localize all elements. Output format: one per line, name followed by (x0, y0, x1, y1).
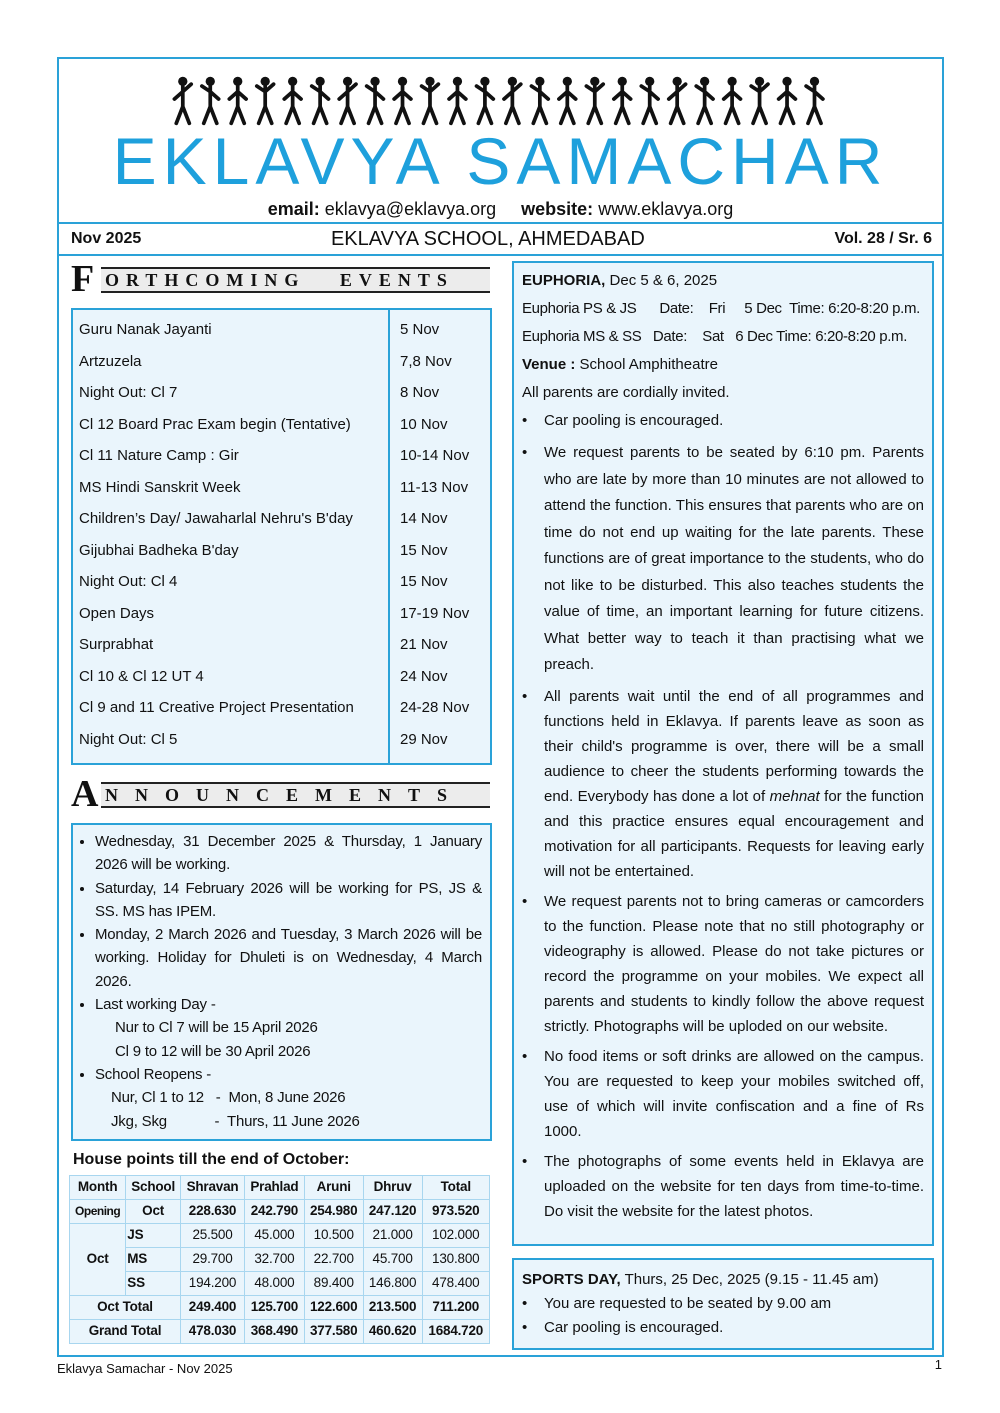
contact-line (59, 199, 942, 219)
sports-detail: Thurs, 25 Dec, 2025 (9.15 - 11.45 am) (624, 1271, 879, 1288)
table-row (70, 1271, 490, 1295)
event-date: 11-13 Nov (400, 478, 469, 496)
masthead (59, 59, 942, 224)
stick-figure-icon (174, 77, 191, 124)
announcement-subline: Nur, Cl 1 to 12 - Mon, 8 June 2026 (111, 1089, 346, 1107)
column-header: Total (422, 1175, 489, 1199)
cell: 711.200 (422, 1295, 489, 1319)
cell: 194.200 (180, 1271, 244, 1295)
cell: SS (126, 1271, 181, 1295)
cell: Oct Total (70, 1295, 181, 1319)
cell: MS (126, 1247, 181, 1271)
event-name: Cl 11 Nature Camp : Gir (79, 447, 239, 464)
event-name: Cl 10 & Cl 12 UT 4 (79, 667, 204, 685)
venue-line (522, 351, 924, 379)
stick-figure-icon (614, 77, 631, 124)
stick-figure-icon (751, 77, 768, 124)
sports-figures-illustration (149, 73, 859, 127)
event-date: 8 Nov (400, 384, 440, 401)
stick-figure-icon (394, 77, 411, 124)
announcement-item (95, 993, 482, 1063)
schedule-line: Euphoria MS & SS Date: Sat 6 Dec Time: 6:20-8:20 p.m. (522, 328, 908, 345)
cell: 48.000 (245, 1271, 305, 1295)
house-points-table (69, 1175, 490, 1344)
event-name: Night Out: Cl 7 (79, 384, 178, 401)
column-header: Aruni (304, 1175, 363, 1199)
announcement-text: School Reopens - (95, 1065, 212, 1083)
announcement-item: • Saturday, 14 February 2026 will be working for PS, JS & SS. MS has IPEM. (95, 877, 482, 924)
invite-text: All parents are cordially invited. (522, 384, 730, 401)
announcement-subline: Jkg, Skg - Thurs, 11 June 2026 (111, 1112, 360, 1130)
rule-text: for the function and this practice ensures equal encouragement and motivation for all participants. Requests for leaving early will not be entertained. (544, 787, 925, 880)
column-header: Month (70, 1175, 126, 1199)
table-row (70, 1223, 490, 1247)
stick-figure-icon (477, 77, 494, 124)
issue-date: Nov 2025 (71, 230, 142, 247)
volume-number: Vol. 28 / Sr. 6 (834, 230, 932, 247)
table-header-row (70, 1175, 490, 1199)
sports-title (522, 1268, 924, 1292)
website-label: website: (521, 199, 594, 219)
heading-text: ORTHCOMING EVENTS (101, 267, 490, 293)
cell: 122.600 (304, 1295, 363, 1319)
event-name: MS Hindi Sanskrit Week (79, 478, 241, 496)
stick-figure-icon (257, 77, 274, 124)
stick-figure-icon (367, 77, 384, 124)
rule-item (522, 684, 924, 884)
venue-label: Venue : (522, 356, 576, 373)
column-header: Shravan (180, 1175, 244, 1199)
cell: 89.400 (304, 1271, 363, 1295)
event-dates-column (390, 310, 490, 763)
footer-text: Eklavya Samachar - Nov 2025 (57, 1361, 233, 1376)
column-header: Dhruv (363, 1175, 422, 1199)
event-date: 24-28 Nov (400, 699, 470, 716)
event-name: Open Days (79, 604, 155, 622)
announcement-item: • Monday, 2 March 2026 and Tuesday, 3 March 2026 will be working. Holiday for Dhuleti is on Wednesday, 4 March 2026. (95, 923, 482, 993)
rule-item: • No food items or soft drinks are allowed on the campus. You are requested to keep your mobiles switched off, use of which will invite confiscation and a fine of Rs 1000. (522, 1044, 924, 1144)
cell: 125.700 (245, 1295, 305, 1319)
event-name: Night Out: Cl 4 (79, 573, 178, 590)
newsletter-title: EKLAVYA SAMACHAR (112, 124, 889, 198)
cell: 478.030 (180, 1319, 244, 1343)
newsletter-page (57, 57, 944, 1357)
column-header: School (126, 1175, 181, 1199)
venue: School Amphitheatre (579, 356, 718, 373)
left-column (67, 258, 492, 1344)
cell: 460.620 (363, 1319, 422, 1343)
cell: 130.800 (422, 1247, 489, 1271)
announcements-heading (67, 773, 492, 815)
school-name: EKLAVYA SCHOOL, AHMEDABAD (330, 227, 645, 250)
cell: JS (126, 1223, 181, 1247)
stick-figure-icon (422, 77, 439, 124)
sports-label: SPORTS DAY, (522, 1271, 621, 1288)
event-name: Children’s Day/ Jawaharlal Nehru's B'day (79, 510, 353, 527)
event-date: 17-19 Nov (400, 604, 470, 622)
event-name: Cl 9 and 11 Creative Project Presentation (79, 699, 354, 716)
announcement-item (95, 1063, 482, 1133)
cell: 254.980 (304, 1199, 363, 1223)
event-date: 5 Nov (400, 321, 440, 338)
stick-figure-icon (559, 77, 576, 124)
sports-list (522, 1292, 924, 1340)
stick-figure-icon (531, 77, 548, 124)
stick-figure-icon (312, 77, 329, 124)
event-date: 21 Nov (400, 636, 448, 653)
cell: Oct (126, 1199, 181, 1223)
cell: 10.500 (304, 1223, 363, 1247)
right-column (512, 261, 934, 1350)
announcements-list (71, 823, 492, 1141)
cell: 478.400 (422, 1271, 489, 1295)
cell: 102.000 (422, 1223, 489, 1247)
table-row (70, 1247, 490, 1271)
cell: 247.120 (363, 1199, 422, 1223)
website-link[interactable]: www.eklavya.org (598, 199, 734, 219)
stick-figure-icon (504, 77, 521, 124)
heading-initial: F (71, 258, 95, 300)
stick-figure-icon (229, 77, 246, 124)
cell: 29.700 (180, 1247, 244, 1271)
stick-figure-icon (586, 77, 603, 124)
rule-item: • The photographs of some events held in Eklavya are uploaded on the website for ten days from time-to-time. Do visit the website for the latest photos. (522, 1149, 924, 1224)
cell: 22.700 (304, 1247, 363, 1271)
announcement-subline: Nur to Cl 7 will be 15 April 2026 (115, 1019, 318, 1037)
euphoria-title (522, 267, 924, 295)
events-table (71, 308, 492, 765)
cell: 249.400 (180, 1295, 244, 1319)
event-date: 24 Nov (400, 667, 448, 685)
euphoria-dates: Dec 5 & 6, 2025 (609, 272, 718, 289)
stick-figure-icon (202, 77, 219, 124)
rule-text: All parents wait until the end of all programmes and functions held in Eklavya. If parents leave as soon as their child's programme is over, there will be a small audience to cheer the students performing towards the end. Everybody has done a lot of (544, 687, 924, 805)
stick-figure-icon (284, 77, 301, 124)
cell: Oct (70, 1223, 126, 1295)
cell: 32.700 (245, 1247, 305, 1271)
schedule-line: Euphoria PS & JS Date: Fri 5 Dec Time: 6:20-8:20 p.m. (522, 300, 920, 317)
stick-figure-icon (339, 77, 356, 124)
cell: 25.500 (180, 1223, 244, 1247)
cell: 146.800 (363, 1271, 422, 1295)
sports-item: • Car pooling is encouraged. (522, 1316, 924, 1340)
cell: 45.000 (245, 1223, 305, 1247)
announcement-subline: Cl 9 to 12 will be 30 April 2026 (115, 1042, 311, 1060)
cell: Opening (70, 1199, 126, 1223)
stick-figure-icon (669, 77, 686, 124)
cell: 1684.720 (422, 1319, 489, 1343)
cell: 973.520 (422, 1199, 489, 1223)
stick-figure-icon (806, 77, 823, 124)
event-name: Surprabhat (79, 636, 154, 653)
cell: 228.630 (180, 1199, 244, 1223)
event-names-column (73, 310, 390, 763)
cell: 242.790 (245, 1199, 305, 1223)
euphoria-label: EUPHORIA, (522, 272, 606, 289)
email-label: email: (267, 199, 320, 219)
table-row (70, 1319, 490, 1343)
stick-figure-icon (724, 77, 741, 124)
heading-initial: A (71, 773, 99, 815)
rule-item: • Car pooling is encouraged. (522, 407, 924, 435)
issue-info-bar (59, 224, 942, 256)
column-header: Prahlad (245, 1175, 305, 1199)
cell: 45.700 (363, 1247, 422, 1271)
cell: 377.580 (304, 1319, 363, 1343)
event-date: 10 Nov (400, 415, 448, 433)
event-name: Guru Nanak Jayanti (79, 321, 212, 338)
email-link[interactable]: eklavya@eklavya.org (324, 199, 497, 219)
stick-figure-icon (779, 77, 796, 124)
event-date: 29 Nov (400, 730, 448, 748)
cell: 21.000 (363, 1223, 422, 1247)
event-date: 10-14 Nov (400, 447, 470, 464)
event-date: 15 Nov (400, 573, 448, 590)
house-points-title: House points till the end of October: (73, 1150, 350, 1168)
event-name: Artzuzela (79, 352, 142, 370)
event-name: Gijubhai Badheka B'day (79, 541, 239, 559)
stick-figure-icon (696, 77, 713, 124)
rule-italic: mehnat (769, 787, 820, 805)
stick-figure-icon (641, 77, 658, 124)
event-name: Night Out: Cl 5 (79, 730, 178, 748)
euphoria-box (512, 261, 934, 1246)
event-date: 14 Nov (400, 510, 448, 527)
rule-item: • We request parents to be seated by 6:10 pm. Parents who are late by more than 10 minutes are not allowed to attend the function. This ensures that parents who are on time do not end up waiting for the late parents. These functions are of great importance to the students, who do not like to be disturbed. This also teaches students the value of time, an important learning for future citizens. What better way to teach it than practising what we preach. (522, 440, 924, 679)
stick-figure-icon (449, 77, 466, 124)
cell: Grand Total (70, 1319, 181, 1343)
announcement-item: • Wednesday, 31 December 2025 & Thursday, 1 January 2026 will be working. (95, 830, 482, 877)
announcement-text: Last working Day - (95, 996, 216, 1014)
event-date: 15 Nov (400, 541, 448, 559)
event-date: 7,8 Nov (400, 352, 452, 370)
forthcoming-events-heading (67, 258, 492, 300)
cell: 368.490 (245, 1319, 305, 1343)
cell: 213.500 (363, 1295, 422, 1319)
table-row (70, 1199, 490, 1223)
rule-item: • We request parents not to bring cameras or camcorders to the function. Please note that no still photography or videography is allowed. Please do not take pictures or record the programme on your mobiles. We expect all parents and students to kindly follow the above request strictly. Photographs will be uploded on our website. (522, 889, 924, 1039)
sports-item: • You are requested to be seated by 9.00 am (522, 1292, 924, 1316)
heading-text: NNOUNCEMENTS (101, 782, 490, 808)
event-name: Cl 12 Board Prac Exam begin (Tentative) (79, 415, 351, 433)
table-row (70, 1295, 490, 1319)
sports-day-box (512, 1258, 934, 1350)
page-number: 1 (934, 1357, 942, 1372)
euphoria-rules-list (522, 407, 924, 1224)
